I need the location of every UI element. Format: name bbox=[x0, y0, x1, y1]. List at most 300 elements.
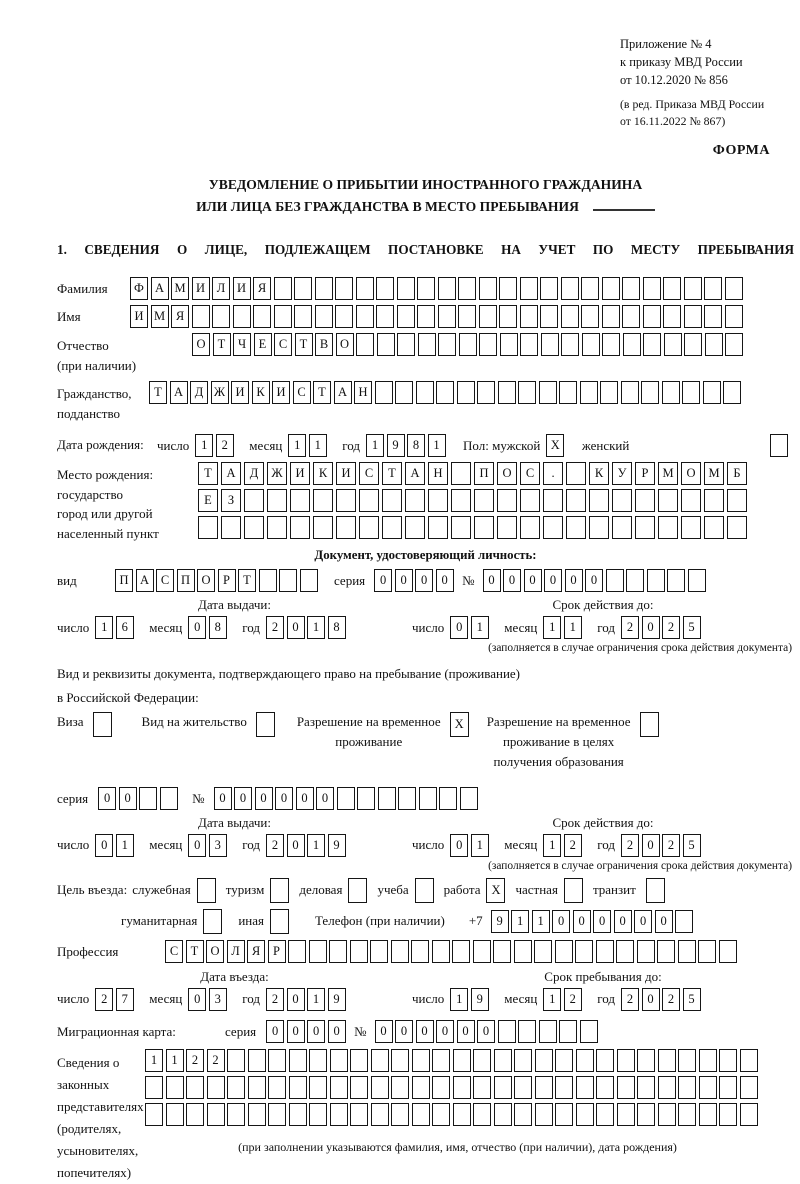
char-cell[interactable] bbox=[145, 1103, 163, 1126]
char-cell[interactable]: 0 bbox=[234, 787, 252, 810]
char-cell[interactable]: 0 bbox=[642, 616, 660, 639]
char-cell[interactable]: 0 bbox=[655, 910, 673, 933]
char-cell[interactable] bbox=[309, 1076, 327, 1099]
char-cell[interactable] bbox=[596, 1103, 614, 1126]
char-cell[interactable]: О bbox=[192, 333, 210, 356]
purpose-humanitarian-cell[interactable] bbox=[203, 909, 222, 934]
char-cell[interactable]: 0 bbox=[503, 569, 521, 592]
char-cell[interactable] bbox=[704, 516, 724, 539]
char-cell[interactable]: 0 bbox=[275, 787, 293, 810]
char-cell[interactable]: Я bbox=[247, 940, 265, 963]
char-cell[interactable] bbox=[498, 1020, 516, 1043]
char-cell[interactable] bbox=[453, 1076, 471, 1099]
char-cell[interactable] bbox=[300, 569, 318, 592]
char-cell[interactable] bbox=[637, 1076, 655, 1099]
char-cell[interactable] bbox=[145, 1076, 163, 1099]
char-cell[interactable]: 0 bbox=[375, 1020, 393, 1043]
char-cell[interactable]: 1 bbox=[543, 834, 561, 857]
char-cell[interactable]: 9 bbox=[491, 910, 509, 933]
char-cell[interactable]: 5 bbox=[683, 616, 701, 639]
char-cell[interactable] bbox=[658, 1076, 676, 1099]
char-cell[interactable]: 0 bbox=[642, 834, 660, 857]
char-cell[interactable]: М bbox=[658, 462, 678, 485]
char-cell[interactable]: X bbox=[546, 434, 564, 457]
char-cell[interactable]: О bbox=[681, 462, 701, 485]
char-cell[interactable] bbox=[313, 489, 333, 512]
char-cell[interactable] bbox=[294, 277, 312, 300]
char-cell[interactable]: 1 bbox=[307, 616, 325, 639]
char-cell[interactable]: У bbox=[612, 462, 632, 485]
char-cell[interactable] bbox=[635, 516, 655, 539]
char-cell[interactable] bbox=[602, 305, 620, 328]
char-cell[interactable]: И bbox=[231, 381, 249, 404]
char-cell[interactable]: 0 bbox=[642, 988, 660, 1011]
char-cell[interactable] bbox=[350, 1103, 368, 1126]
char-cell[interactable] bbox=[555, 940, 573, 963]
char-cell[interactable]: М bbox=[704, 462, 724, 485]
char-cell[interactable] bbox=[391, 1103, 409, 1126]
char-cell[interactable] bbox=[378, 787, 396, 810]
char-cell[interactable]: 1 bbox=[307, 834, 325, 857]
char-cell[interactable] bbox=[727, 516, 747, 539]
char-cell[interactable]: Т bbox=[198, 462, 218, 485]
char-cell[interactable]: 9 bbox=[387, 434, 405, 457]
char-cell[interactable]: А bbox=[334, 381, 352, 404]
char-cell[interactable] bbox=[309, 1049, 327, 1072]
char-cell[interactable] bbox=[641, 381, 659, 404]
char-cell[interactable] bbox=[658, 1049, 676, 1072]
char-cell[interactable] bbox=[335, 305, 353, 328]
char-cell[interactable] bbox=[647, 569, 665, 592]
char-cell[interactable]: 5 bbox=[683, 834, 701, 857]
char-cell[interactable]: 8 bbox=[209, 616, 227, 639]
char-cell[interactable]: 7 bbox=[116, 988, 134, 1011]
char-cell[interactable] bbox=[520, 277, 538, 300]
char-cell[interactable] bbox=[559, 381, 577, 404]
char-cell[interactable] bbox=[416, 381, 434, 404]
char-cell[interactable] bbox=[637, 940, 655, 963]
char-cell[interactable]: 1 bbox=[532, 910, 550, 933]
char-cell[interactable]: 0 bbox=[188, 834, 206, 857]
char-cell[interactable]: В bbox=[315, 333, 333, 356]
char-cell[interactable] bbox=[417, 277, 435, 300]
char-cell[interactable]: 0 bbox=[307, 1020, 325, 1043]
char-cell[interactable]: 3 bbox=[209, 988, 227, 1011]
char-cell[interactable] bbox=[459, 333, 477, 356]
char-cell[interactable] bbox=[412, 1049, 430, 1072]
char-cell[interactable]: 2 bbox=[564, 988, 582, 1011]
char-cell[interactable]: Н bbox=[354, 381, 372, 404]
char-cell[interactable] bbox=[397, 333, 415, 356]
char-cell[interactable] bbox=[684, 333, 702, 356]
char-cell[interactable]: 6 bbox=[116, 616, 134, 639]
char-cell[interactable]: К bbox=[589, 462, 609, 485]
char-cell[interactable] bbox=[458, 277, 476, 300]
char-cell[interactable] bbox=[376, 277, 394, 300]
char-cell[interactable] bbox=[675, 910, 693, 933]
char-cell[interactable] bbox=[335, 277, 353, 300]
char-cell[interactable]: А bbox=[151, 277, 169, 300]
char-cell[interactable] bbox=[561, 333, 579, 356]
temp-residence-edu-checkbox-cell[interactable] bbox=[640, 712, 659, 737]
char-cell[interactable] bbox=[518, 1020, 536, 1043]
char-cell[interactable]: 1 bbox=[166, 1049, 184, 1072]
char-cell[interactable] bbox=[473, 940, 491, 963]
char-cell[interactable] bbox=[432, 940, 450, 963]
char-cell[interactable]: 0 bbox=[287, 1020, 305, 1043]
char-cell[interactable] bbox=[576, 1049, 594, 1072]
char-cell[interactable] bbox=[561, 305, 579, 328]
char-cell[interactable] bbox=[313, 516, 333, 539]
purpose-study-cell[interactable] bbox=[415, 878, 434, 903]
char-cell[interactable] bbox=[520, 516, 540, 539]
char-cell[interactable] bbox=[477, 381, 495, 404]
char-cell[interactable] bbox=[453, 1103, 471, 1126]
char-cell[interactable] bbox=[473, 1076, 491, 1099]
char-cell[interactable] bbox=[356, 333, 374, 356]
char-cell[interactable]: Е bbox=[254, 333, 272, 356]
char-cell[interactable]: М bbox=[151, 305, 169, 328]
char-cell[interactable]: Е bbox=[198, 489, 218, 512]
char-cell[interactable] bbox=[684, 277, 702, 300]
char-cell[interactable] bbox=[535, 1103, 553, 1126]
char-cell[interactable] bbox=[520, 489, 540, 512]
char-cell[interactable] bbox=[540, 277, 558, 300]
char-cell[interactable] bbox=[248, 1103, 266, 1126]
char-cell[interactable] bbox=[596, 1049, 614, 1072]
char-cell[interactable]: 1 bbox=[543, 988, 561, 1011]
char-cell[interactable] bbox=[582, 333, 600, 356]
char-cell[interactable]: 9 bbox=[471, 988, 489, 1011]
char-cell[interactable] bbox=[412, 1076, 430, 1099]
char-cell[interactable] bbox=[499, 277, 517, 300]
char-cell[interactable] bbox=[289, 1103, 307, 1126]
char-cell[interactable]: П bbox=[115, 569, 133, 592]
char-cell[interactable] bbox=[309, 1103, 327, 1126]
char-cell[interactable] bbox=[371, 1049, 389, 1072]
char-cell[interactable] bbox=[539, 1020, 557, 1043]
char-cell[interactable] bbox=[543, 516, 563, 539]
char-cell[interactable] bbox=[581, 305, 599, 328]
purpose-official-cell[interactable] bbox=[197, 878, 216, 903]
char-cell[interactable] bbox=[622, 305, 640, 328]
char-cell[interactable] bbox=[451, 489, 471, 512]
char-cell[interactable] bbox=[494, 1049, 512, 1072]
char-cell[interactable] bbox=[514, 940, 532, 963]
char-cell[interactable] bbox=[371, 1103, 389, 1126]
char-cell[interactable]: Р bbox=[268, 940, 286, 963]
char-cell[interactable] bbox=[664, 333, 682, 356]
char-cell[interactable] bbox=[596, 940, 614, 963]
char-cell[interactable]: 1 bbox=[366, 434, 384, 457]
char-cell[interactable] bbox=[391, 940, 409, 963]
char-cell[interactable] bbox=[555, 1049, 573, 1072]
char-cell[interactable] bbox=[371, 1076, 389, 1099]
char-cell[interactable] bbox=[336, 516, 356, 539]
char-cell[interactable] bbox=[540, 305, 558, 328]
char-cell[interactable] bbox=[227, 1076, 245, 1099]
char-cell[interactable] bbox=[309, 940, 327, 963]
char-cell[interactable] bbox=[330, 1103, 348, 1126]
char-cell[interactable] bbox=[212, 305, 230, 328]
char-cell[interactable]: 0 bbox=[214, 787, 232, 810]
char-cell[interactable]: 0 bbox=[266, 1020, 284, 1043]
char-cell[interactable] bbox=[617, 1049, 635, 1072]
char-cell[interactable] bbox=[418, 333, 436, 356]
char-cell[interactable] bbox=[474, 516, 494, 539]
char-cell[interactable] bbox=[566, 462, 586, 485]
char-cell[interactable]: 0 bbox=[287, 834, 305, 857]
char-cell[interactable]: 2 bbox=[662, 616, 680, 639]
char-cell[interactable] bbox=[253, 305, 271, 328]
char-cell[interactable] bbox=[514, 1076, 532, 1099]
char-cell[interactable]: Т bbox=[382, 462, 402, 485]
char-cell[interactable] bbox=[617, 1103, 635, 1126]
char-cell[interactable] bbox=[451, 516, 471, 539]
char-cell[interactable]: 0 bbox=[119, 787, 137, 810]
char-cell[interactable] bbox=[575, 940, 593, 963]
char-cell[interactable]: С bbox=[359, 462, 379, 485]
char-cell[interactable]: Л bbox=[227, 940, 245, 963]
char-cell[interactable] bbox=[704, 305, 722, 328]
char-cell[interactable]: О bbox=[497, 462, 517, 485]
char-cell[interactable]: 1 bbox=[471, 616, 489, 639]
char-cell[interactable] bbox=[160, 787, 178, 810]
char-cell[interactable]: О bbox=[206, 940, 224, 963]
purpose-work-cell[interactable]: X bbox=[486, 878, 505, 903]
char-cell[interactable]: 0 bbox=[416, 1020, 434, 1043]
char-cell[interactable]: 0 bbox=[614, 910, 632, 933]
char-cell[interactable] bbox=[192, 305, 210, 328]
char-cell[interactable]: 0 bbox=[415, 569, 433, 592]
char-cell[interactable]: И bbox=[192, 277, 210, 300]
char-cell[interactable]: 0 bbox=[436, 1020, 454, 1043]
char-cell[interactable] bbox=[376, 305, 394, 328]
char-cell[interactable] bbox=[248, 1049, 266, 1072]
char-cell[interactable] bbox=[699, 1103, 717, 1126]
char-cell[interactable] bbox=[375, 381, 393, 404]
char-cell[interactable]: Т bbox=[213, 333, 231, 356]
char-cell[interactable]: 8 bbox=[407, 434, 425, 457]
char-cell[interactable]: 0 bbox=[593, 910, 611, 933]
char-cell[interactable]: 1 bbox=[195, 434, 213, 457]
char-cell[interactable] bbox=[460, 787, 478, 810]
char-cell[interactable] bbox=[602, 333, 620, 356]
char-cell[interactable] bbox=[555, 1103, 573, 1126]
char-cell[interactable] bbox=[559, 1020, 577, 1043]
char-cell[interactable] bbox=[535, 1049, 553, 1072]
char-cell[interactable] bbox=[581, 277, 599, 300]
char-cell[interactable]: 5 bbox=[683, 988, 701, 1011]
char-cell[interactable] bbox=[453, 1049, 471, 1072]
char-cell[interactable]: 2 bbox=[662, 988, 680, 1011]
char-cell[interactable] bbox=[405, 516, 425, 539]
char-cell[interactable] bbox=[259, 569, 277, 592]
char-cell[interactable] bbox=[479, 305, 497, 328]
char-cell[interactable] bbox=[719, 1076, 737, 1099]
char-cell[interactable] bbox=[356, 305, 374, 328]
char-cell[interactable] bbox=[612, 516, 632, 539]
char-cell[interactable]: 2 bbox=[95, 988, 113, 1011]
char-cell[interactable]: Я bbox=[171, 305, 189, 328]
char-cell[interactable] bbox=[494, 1103, 512, 1126]
char-cell[interactable] bbox=[377, 333, 395, 356]
char-cell[interactable] bbox=[290, 489, 310, 512]
char-cell[interactable] bbox=[678, 940, 696, 963]
char-cell[interactable] bbox=[539, 381, 557, 404]
char-cell[interactable]: 1 bbox=[428, 434, 446, 457]
char-cell[interactable] bbox=[684, 305, 702, 328]
char-cell[interactable]: 0 bbox=[544, 569, 562, 592]
char-cell[interactable] bbox=[139, 787, 157, 810]
char-cell[interactable] bbox=[382, 489, 402, 512]
char-cell[interactable] bbox=[458, 305, 476, 328]
char-cell[interactable] bbox=[534, 940, 552, 963]
char-cell[interactable]: 9 bbox=[328, 834, 346, 857]
char-cell[interactable] bbox=[244, 516, 264, 539]
char-cell[interactable]: 2 bbox=[266, 834, 284, 857]
char-cell[interactable]: 2 bbox=[621, 834, 639, 857]
char-cell[interactable] bbox=[356, 277, 374, 300]
char-cell[interactable]: 0 bbox=[634, 910, 652, 933]
char-cell[interactable] bbox=[612, 489, 632, 512]
char-cell[interactable] bbox=[621, 381, 639, 404]
char-cell[interactable] bbox=[576, 1076, 594, 1099]
char-cell[interactable]: 0 bbox=[565, 569, 583, 592]
char-cell[interactable] bbox=[520, 305, 538, 328]
char-cell[interactable] bbox=[580, 381, 598, 404]
char-cell[interactable] bbox=[479, 333, 497, 356]
char-cell[interactable] bbox=[207, 1103, 225, 1126]
char-cell[interactable] bbox=[493, 940, 511, 963]
char-cell[interactable]: 2 bbox=[564, 834, 582, 857]
char-cell[interactable]: 0 bbox=[450, 834, 468, 857]
char-cell[interactable]: 0 bbox=[436, 569, 454, 592]
char-cell[interactable] bbox=[705, 333, 723, 356]
char-cell[interactable] bbox=[606, 569, 624, 592]
char-cell[interactable] bbox=[658, 1103, 676, 1126]
char-cell[interactable] bbox=[566, 516, 586, 539]
char-cell[interactable] bbox=[725, 277, 743, 300]
char-cell[interactable] bbox=[678, 1076, 696, 1099]
char-cell[interactable]: И bbox=[130, 305, 148, 328]
char-cell[interactable] bbox=[244, 489, 264, 512]
char-cell[interactable] bbox=[198, 516, 218, 539]
char-cell[interactable] bbox=[405, 489, 425, 512]
char-cell[interactable]: 2 bbox=[266, 988, 284, 1011]
char-cell[interactable] bbox=[294, 305, 312, 328]
char-cell[interactable] bbox=[602, 277, 620, 300]
char-cell[interactable] bbox=[500, 333, 518, 356]
char-cell[interactable]: С bbox=[520, 462, 540, 485]
char-cell[interactable] bbox=[543, 489, 563, 512]
char-cell[interactable] bbox=[357, 787, 375, 810]
char-cell[interactable] bbox=[498, 381, 516, 404]
char-cell[interactable]: П bbox=[177, 569, 195, 592]
char-cell[interactable] bbox=[596, 1076, 614, 1099]
char-cell[interactable] bbox=[391, 1076, 409, 1099]
char-cell[interactable] bbox=[473, 1049, 491, 1072]
char-cell[interactable] bbox=[520, 333, 538, 356]
char-cell[interactable] bbox=[411, 940, 429, 963]
char-cell[interactable] bbox=[576, 1103, 594, 1126]
char-cell[interactable] bbox=[329, 940, 347, 963]
char-cell[interactable] bbox=[703, 381, 721, 404]
char-cell[interactable] bbox=[555, 1076, 573, 1099]
char-cell[interactable] bbox=[474, 489, 494, 512]
char-cell[interactable]: 0 bbox=[374, 569, 392, 592]
char-cell[interactable]: А bbox=[405, 462, 425, 485]
char-cell[interactable] bbox=[274, 277, 292, 300]
char-cell[interactable]: И bbox=[336, 462, 356, 485]
char-cell[interactable]: 0 bbox=[255, 787, 273, 810]
char-cell[interactable] bbox=[580, 1020, 598, 1043]
visa-checkbox-cell[interactable] bbox=[93, 712, 112, 737]
char-cell[interactable] bbox=[514, 1049, 532, 1072]
char-cell[interactable] bbox=[438, 305, 456, 328]
char-cell[interactable] bbox=[698, 940, 716, 963]
char-cell[interactable] bbox=[518, 381, 536, 404]
char-cell[interactable] bbox=[227, 1049, 245, 1072]
char-cell[interactable] bbox=[370, 940, 388, 963]
char-cell[interactable] bbox=[663, 277, 681, 300]
char-cell[interactable] bbox=[248, 1076, 266, 1099]
char-cell[interactable] bbox=[667, 569, 685, 592]
char-cell[interactable] bbox=[397, 305, 415, 328]
char-cell[interactable]: Т bbox=[313, 381, 331, 404]
char-cell[interactable]: И bbox=[233, 277, 251, 300]
char-cell[interactable] bbox=[637, 1103, 655, 1126]
char-cell[interactable] bbox=[428, 516, 448, 539]
char-cell[interactable]: 1 bbox=[543, 616, 561, 639]
char-cell[interactable]: Д bbox=[244, 462, 264, 485]
char-cell[interactable] bbox=[561, 277, 579, 300]
char-cell[interactable]: А bbox=[170, 381, 188, 404]
char-cell[interactable]: 0 bbox=[573, 910, 591, 933]
char-cell[interactable] bbox=[719, 1103, 737, 1126]
char-cell[interactable]: 1 bbox=[471, 834, 489, 857]
char-cell[interactable]: 9 bbox=[328, 988, 346, 1011]
char-cell[interactable]: Н bbox=[428, 462, 448, 485]
char-cell[interactable] bbox=[336, 489, 356, 512]
char-cell[interactable] bbox=[626, 569, 644, 592]
char-cell[interactable] bbox=[682, 381, 700, 404]
char-cell[interactable]: С bbox=[293, 381, 311, 404]
char-cell[interactable]: 2 bbox=[662, 834, 680, 857]
char-cell[interactable] bbox=[268, 1076, 286, 1099]
char-cell[interactable]: 2 bbox=[621, 616, 639, 639]
char-cell[interactable]: 2 bbox=[266, 616, 284, 639]
char-cell[interactable]: 0 bbox=[188, 988, 206, 1011]
char-cell[interactable]: 3 bbox=[209, 834, 227, 857]
char-cell[interactable] bbox=[663, 305, 681, 328]
char-cell[interactable] bbox=[457, 381, 475, 404]
char-cell[interactable] bbox=[350, 1076, 368, 1099]
char-cell[interactable] bbox=[233, 305, 251, 328]
char-cell[interactable] bbox=[186, 1076, 204, 1099]
char-cell[interactable] bbox=[497, 489, 517, 512]
char-cell[interactable] bbox=[166, 1103, 184, 1126]
char-cell[interactable]: З bbox=[221, 489, 241, 512]
char-cell[interactable] bbox=[688, 569, 706, 592]
char-cell[interactable]: А bbox=[221, 462, 241, 485]
char-cell[interactable]: 0 bbox=[395, 1020, 413, 1043]
char-cell[interactable]: 0 bbox=[524, 569, 542, 592]
char-cell[interactable]: 1 bbox=[145, 1049, 163, 1072]
char-cell[interactable]: Б bbox=[727, 462, 747, 485]
char-cell[interactable]: К bbox=[313, 462, 333, 485]
char-cell[interactable] bbox=[643, 277, 661, 300]
